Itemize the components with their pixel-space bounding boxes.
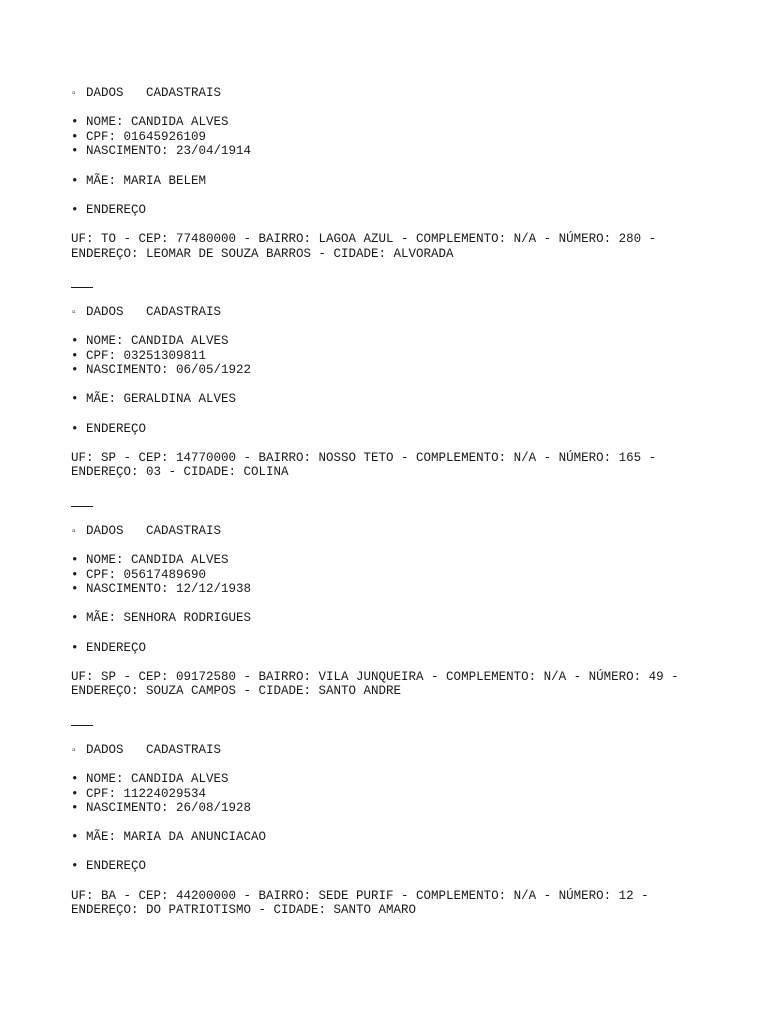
mae-line: • MÃE: MARIA BELEM [71, 173, 207, 188]
record-title [71, 305, 711, 320]
square-bullet-icon: ▫ [71, 526, 78, 538]
endereco-header: • ENDEREÇO [71, 859, 147, 874]
endereco-header: • ENDEREÇO [71, 421, 147, 436]
address-line-1: UF: SP - CEP: 14770000 - BAIRRO: NOSSO TETO - COMPLEMENTO: N/A - NÚMERO: 165 - [71, 450, 657, 465]
endereco-header: • ENDEREÇO [71, 640, 147, 655]
address-line-1: UF: BA - CEP: 44200000 - BAIRRO: SEDE PURIF - COMPLEMENTO: N/A - NÚMERO: 12 - [71, 888, 649, 903]
address-line-2: ENDEREÇO: SOUZA CAMPOS - CIDADE: SANTO ANDRE [71, 684, 402, 699]
record-separator [71, 495, 93, 510]
endereco-header: • ENDEREÇO [71, 202, 147, 217]
record-title [71, 524, 711, 539]
record-title-text: DADOS CADASTRAIS [86, 86, 222, 100]
nascimento-line: • NASCIMENTO: 12/12/1938 [71, 582, 252, 597]
document-body [71, 86, 711, 918]
square-bullet-icon: ▫ [71, 307, 78, 319]
address-line-2: ENDEREÇO: DO PATRIOTISMO - CIDADE: SANTO AMARO [71, 903, 417, 918]
nome-line: • NOME: CANDIDA ALVES [71, 771, 229, 786]
address-line-1: UF: SP - CEP: 09172580 - BAIRRO: VILA JUNQUEIRA - COMPLEMENTO: N/A - NÚMERO: 49 - [71, 669, 679, 684]
record-title-text: DADOS CADASTRAIS [86, 304, 222, 319]
cpf-line: • CPF: 03251309811 [71, 348, 207, 363]
nome-line: • NOME: CANDIDA ALVES [71, 334, 229, 349]
record-title-text: DADOS CADASTRAIS [86, 742, 222, 757]
record [71, 305, 711, 524]
record [71, 743, 711, 918]
mae-line: • MÃE: MARIA DA ANUNCIACAO [71, 830, 267, 845]
square-bullet-icon: ▫ [71, 745, 78, 757]
cpf-line: • CPF: 05617489690 [71, 567, 207, 582]
record [71, 86, 711, 305]
mae-line: • MÃE: SENHORA RODRIGUES [71, 611, 252, 626]
square-bullet-icon: ▫ [71, 89, 78, 100]
nome-line: • NOME: CANDIDA ALVES [71, 553, 229, 567]
nascimento-line: • NASCIMENTO: 06/05/1922 [71, 363, 252, 378]
record-separator [71, 714, 93, 729]
nascimento-line: • NASCIMENTO: 26/08/1928 [71, 801, 252, 816]
address-line-2: ENDEREÇO: 03 - CIDADE: COLINA [71, 465, 289, 480]
nome-line: • NOME: CANDIDA ALVES [71, 115, 229, 130]
mae-line: • MÃE: GERALDINA ALVES [71, 392, 237, 407]
address-line-2: ENDEREÇO: LEOMAR DE SOUZA BARROS - CIDADE: ALVORADA [71, 246, 454, 261]
record-title-text: DADOS CADASTRAIS [86, 523, 222, 538]
address-line-1: UF: TO - CEP: 77480000 - BAIRRO: LAGOA AZUL - COMPLEMENTO: N/A - NÚMERO: 280 - [71, 231, 657, 246]
record-title [71, 743, 711, 758]
cpf-line: • CPF: 11224029534 [71, 786, 207, 801]
cpf-line: • CPF: 01645926109 [71, 129, 207, 144]
record-separator [71, 276, 93, 291]
record-title [71, 86, 711, 101]
record [71, 524, 711, 743]
nascimento-line: • NASCIMENTO: 23/04/1914 [71, 144, 252, 159]
